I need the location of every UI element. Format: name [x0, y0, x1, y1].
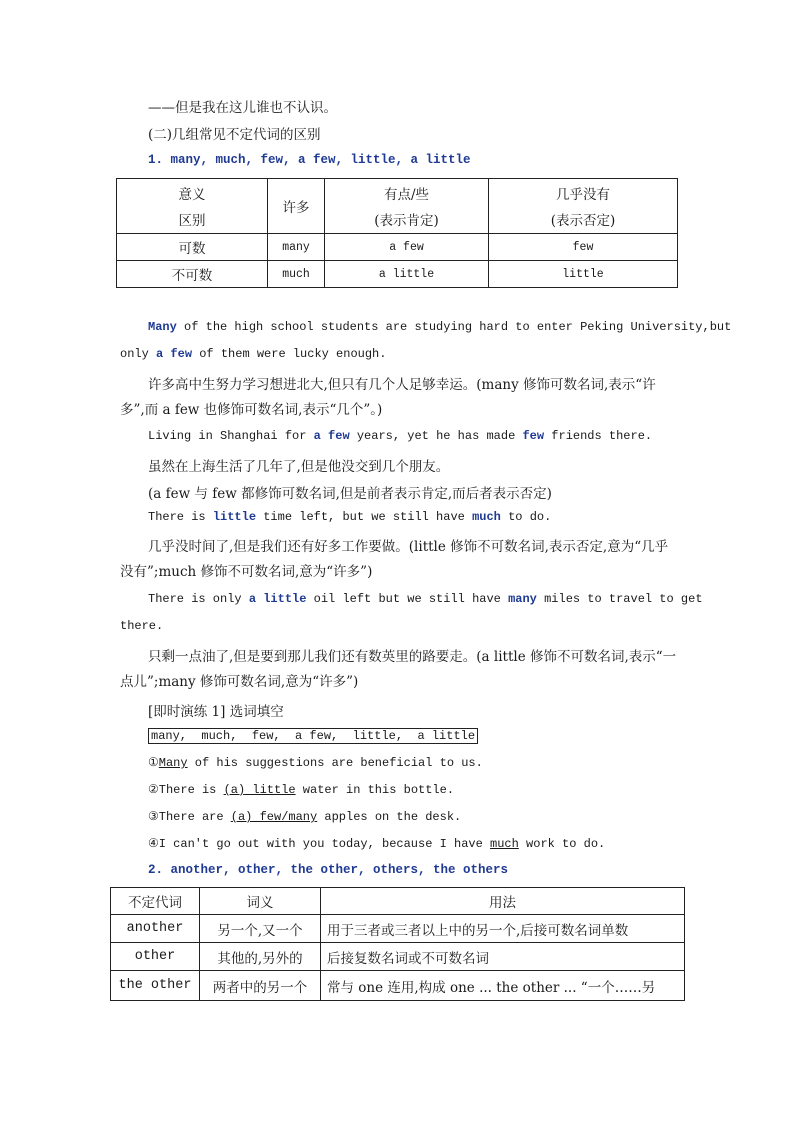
example-2-en: Living in Shanghai for a few years, yet he has made few friends there.: [148, 429, 653, 443]
header-cell-meaning-distinction: 意义 区别: [117, 179, 268, 234]
practice-item-1: ①Many of his suggestions are beneficial to us.: [148, 756, 483, 770]
sub1-title: 1. many, much, few, a few, little, a little: [148, 153, 471, 167]
example-4-cn: 只剩一点油了,但是要到那儿我们还有数英里的路要走。(a little 修饰不可数名词,表示“一点儿”;many 修饰可数名词,意为“许多”): [120, 649, 677, 690]
table-cell: 其他的,另外的: [200, 943, 321, 971]
practice-item-2: ②There is (a) little water in this bottle.: [148, 783, 455, 797]
table-row: [111, 915, 685, 943]
header-cell-usage: 用法: [321, 888, 685, 915]
table-cell: the other: [111, 971, 200, 1001]
example-2-cn: 虽然在上海生活了几年了,但是他没交到几个朋友。: [148, 459, 450, 475]
table-cell: other: [111, 943, 200, 971]
example-1-cn: 许多高中生努力学习想进北大,但只有几个人足够幸运。(many 修饰可数名词,表示“许多”,而 a few 也修饰可数名词,表示“几个”。): [120, 377, 656, 418]
answer: (a) few/many: [230, 810, 318, 824]
table-cell: few: [489, 234, 678, 261]
answer: Many: [158, 756, 188, 770]
practice-title: [即时演练 1] 选词填空: [148, 704, 284, 720]
table-cell: a few: [325, 234, 489, 261]
table-cell: a little: [325, 261, 489, 288]
word-box: many, much, few, a few, little, a little: [148, 729, 478, 743]
row-label: 不可数: [117, 261, 268, 288]
practice-item-4: ④I can't go out with you today, because I have much work to do.: [148, 837, 606, 851]
table-cell: much: [268, 261, 325, 288]
intro-line: ——但是我在这儿谁也不认识。: [148, 100, 337, 116]
header-cell-hardly: 几乎没有 (表示否定): [489, 179, 678, 234]
example-4-en-line1: There is only a little oil left but we still have many miles to travel to get: [148, 592, 703, 606]
table-cell: another: [111, 915, 200, 943]
answer: much: [490, 837, 519, 851]
table-header-row: [117, 179, 678, 234]
example-3-cn: 几乎没时间了,但是我们还有好多工作要做。(little 修饰不可数名词,表示否定,意为“几乎没有”;much 修饰不可数名词,意为“许多”): [120, 539, 669, 580]
table-row: [117, 234, 678, 261]
table-row: [117, 261, 678, 288]
header-cell-meaning: 词义: [200, 888, 321, 915]
example-3-en: There is little time left, but we still have much to do.: [148, 510, 552, 524]
sub2-title: 2. another, other, the other, others, the others: [148, 863, 509, 877]
example-2-note: (a few 与 few 都修饰可数名词,但是前者表示肯定,而后者表示否定): [148, 486, 552, 502]
table-cell: 另一个,又一个: [200, 915, 321, 943]
table-cell: little: [489, 261, 678, 288]
table-determiners-2: [110, 887, 685, 1001]
row-label: 可数: [117, 234, 268, 261]
example-4-en-line2: there.: [120, 619, 164, 633]
table-row: [111, 943, 685, 971]
header-cell-some: 有点/些 (表示肯定): [325, 179, 489, 234]
example-1-en-line2: only a few of them were lucky enough.: [120, 347, 387, 361]
table-determiners-1: [116, 178, 678, 288]
table-cell: many: [268, 234, 325, 261]
table-cell: 两者中的另一个: [200, 971, 321, 1001]
header-cell-pronoun: 不定代词: [111, 888, 200, 915]
practice-item-3: ③There are (a) few/many apples on the desk.: [148, 810, 462, 824]
answer: (a) little: [223, 783, 296, 797]
table-row: [111, 971, 685, 1001]
table-cell: 后接复数名词或不可数名词: [321, 943, 685, 971]
table-header-row: [111, 888, 685, 915]
example-1-en-line1: Many of the high school students are studying hard to enter Peking University,but: [148, 320, 732, 334]
table-cell: 用于三者或三者以上中的另一个,后接可数名词单数: [321, 915, 685, 943]
section-title: (二)几组常见不定代词的区别: [148, 127, 321, 143]
header-cell-many: 许多: [268, 179, 325, 234]
table-cell: 常与 one 连用,构成 one ... the other ... “一个……另: [321, 971, 685, 1001]
